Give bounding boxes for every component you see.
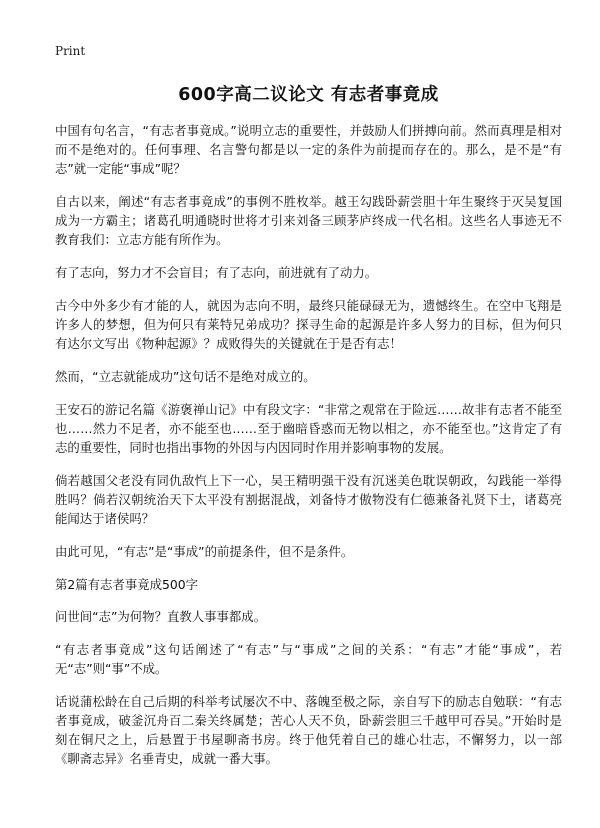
article-title: 600字高二议论文 有志者事竟成: [178, 85, 439, 105]
paragraph: 话说蒲松龄在自己后期的科举考试屡次不中、落魄至极之际，亲自写下的励志自勉联：“有志者事竟成，破釜沉舟百二秦关终属楚；苦心人天不负，卧薪尝胆三千越甲可吞吴。”开始时是刻在铜尺之上，后悬置于书屋聊斋书房。终于他凭着自己的雄心壮志，不懈努力，以一部《聊斋志异》名垂青史，成就一番大事。: [55, 694, 562, 766]
paragraph: 王安石的游记名篇《游褒禅山记》中有段文字：“非常之观常在于险远……故非有志者不能至也……然力不足者，亦不能至也……至于幽暗昏惑而无物以相之，亦不能至也。”这肯定了有志的重要性，同时也指出事物的外因与内因同时作用并影响事物的发展。: [55, 402, 562, 455]
paragraph: 中国有句名言，“有志者事竟成。”说明立志的重要性，并鼓励人们拼搏向前。然而真理是相对而不是绝对的。任何事理、名言警句都是以一定的条件为前提而存在的。那么，是不是“有志”就一定能“事成”呢？: [55, 123, 562, 176]
paragraph: 古今中外多少有才能的人，就因为志向不明，最终只能碌碌无为，遗憾终生。在空中飞翔是许多人的梦想，但为何只有莱特兄弟成功？探寻生命的起源是许多人努力的目标，但为何只有达尔文写出《物种起源》？成败得失的关键就在于是否有志！: [55, 298, 562, 351]
paragraph: 由此可见，“有志”是“事成”的前提条件，但不是条件。: [55, 544, 354, 559]
paragraph: 自古以来，阐述“有志者事竟成”的事例不胜枚举。越王勾践卧薪尝胆十年生聚终于灭吴复国成为一方霸主；诸葛孔明通晓时世将才引来刘备三顾茅庐终成一代名相。这些名人事迹无不教育我们：立志方能有所作为。: [55, 194, 562, 247]
section-heading: 第2篇有志者事竟成500字: [55, 577, 199, 592]
paragraph: 问世间“志”为何物？直教人事事都成。: [55, 609, 267, 624]
paragraph: 有了志向，努力才不会盲目；有了志向，前进就有了动力。: [55, 265, 378, 280]
paragraph: “有志者事竟成”这句话阐述了“有志”与“事成”之间的关系：“有志”才能“事成”，若无“志”则“事”不成。: [55, 642, 562, 676]
paragraph: 倘若越国父老没有同仇敌忾上下一心，吴王精明强干没有沉迷美色耽误朝政，勾践能一举得胜吗？倘若汉朝统治天下太平没有割据混战，刘备恃才傲物没有仁德兼备礼贤下士，诸葛亮能闻达于诸侯吗？: [55, 473, 562, 526]
paragraph: 然而，“立志就能成功”这句话不是绝对成立的。: [55, 369, 316, 384]
print-link[interactable]: Print: [55, 44, 86, 58]
